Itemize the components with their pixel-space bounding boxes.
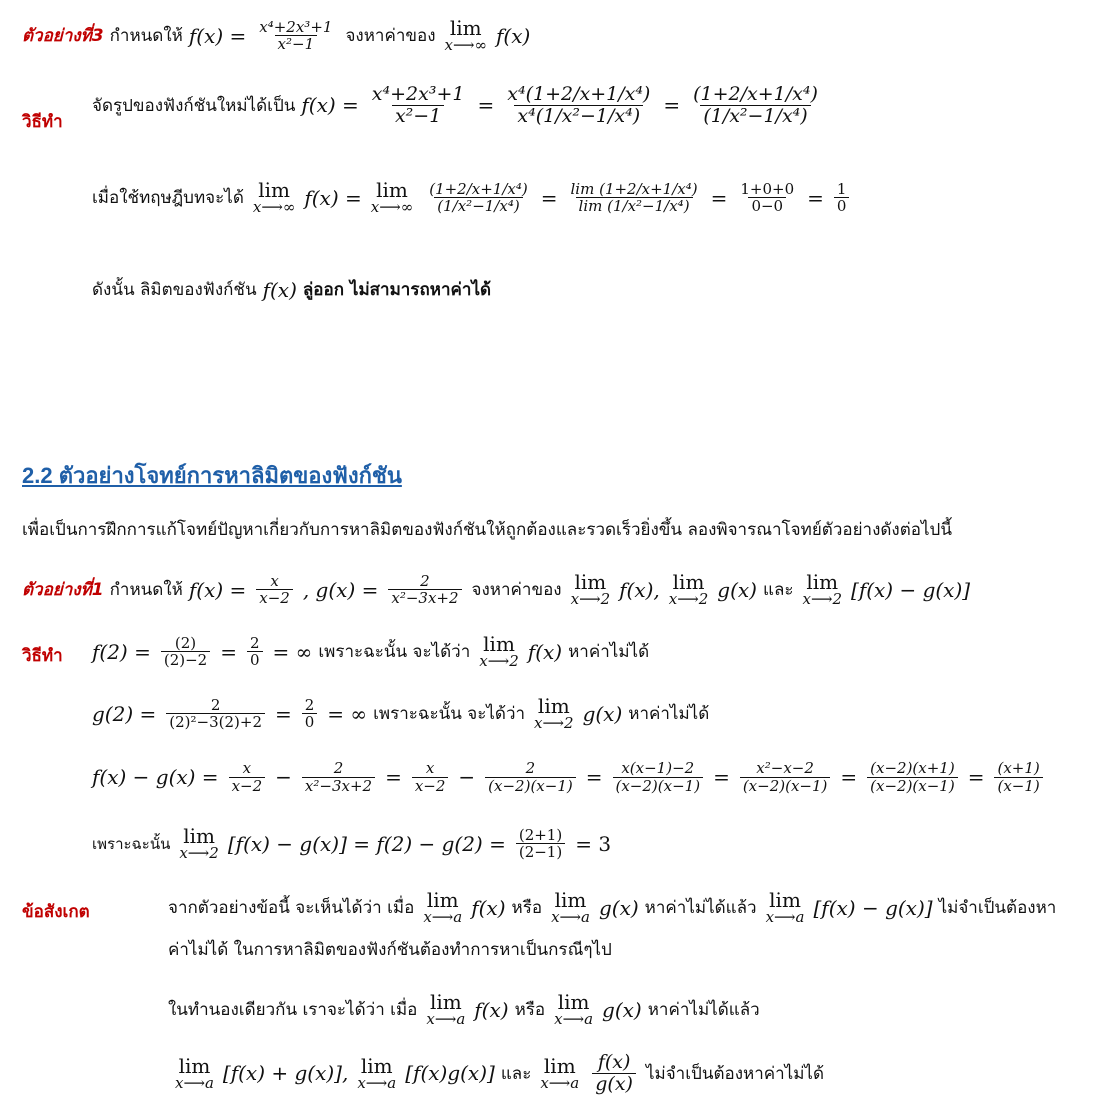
fraction-denominator: g(x) — [592, 1073, 636, 1095]
conjunction-text: และ — [500, 1063, 532, 1084]
equation-lhs: f(x) − g(x) = — [92, 765, 219, 789]
fraction-denominator: x−2 — [229, 777, 266, 795]
solution1-line1: f(2) = $\frac{(2)}{(2)-2}$ = $\frac{2}{0}$ = ∞ เพราะฉะนั้น จะได้ว่า lim x⟶2 f(x) หาค่าไม่ได้ — [92, 632, 650, 670]
fraction-numerator: x⁴+2x³+1 — [371, 83, 465, 105]
limit-operator — [571, 572, 611, 607]
limit-function: f(x) — [471, 895, 506, 920]
fraction-denominator: (x−1) — [994, 777, 1042, 795]
fraction-numerator: 2 — [210, 695, 221, 714]
limit-subscript: x⟶a — [175, 1073, 214, 1092]
fraction-denominator: x−2 — [412, 777, 449, 795]
limit-function: g(x) — [582, 701, 623, 726]
fraction-numerator: (2+1) — [518, 825, 563, 844]
explanation-text: เพราะฉะนั้น — [92, 834, 171, 853]
fraction-numerator: 2 — [304, 695, 315, 714]
fraction — [516, 827, 565, 861]
limit-text: lim — [806, 570, 839, 594]
solution1-label: วิธีทำ — [22, 646, 63, 666]
limit-operator — [179, 826, 219, 861]
fraction-numerator: lim (1+2/x+1/x⁴) — [570, 179, 698, 198]
solution1-line4 — [92, 826, 611, 861]
limit-operator — [371, 180, 413, 215]
limit-subscript: x⟶2 — [179, 844, 219, 862]
note-paragraph2 — [168, 992, 760, 1027]
limit-operator — [803, 572, 843, 607]
solution3-fn: f(x) — [262, 277, 297, 302]
limit-operator — [423, 890, 462, 925]
limit-subscript: x⟶a — [765, 908, 805, 926]
fraction-denominator: (2)−2 — [161, 651, 210, 669]
limit-operator — [766, 890, 805, 925]
solution3-text1: จัดรูปของฟังก์ชันใหม่ได้เป็น — [92, 95, 296, 116]
limit-operator — [253, 180, 295, 215]
fraction — [613, 760, 704, 794]
limit-subscript: x⟶a — [554, 1010, 594, 1028]
fraction-denominator: (x−2)(x−1) — [867, 777, 958, 795]
example1-gx: , g(x) = — [302, 577, 379, 602]
limit-text: lim — [483, 632, 515, 656]
solution1-line3: f(x) − g(x) = $\frac{x}{x-2}$ − $\frac{2}{\text{x²−3x+2}}$ = $\frac{x}{x-2}$ − $\frac{2}{(x-2)(x-1)}$ = $\frac{x(x-1)-2}{(x-2)(x-1)}$ = $\frac{\text{x²−x−2}}{(x-2)(x-1)}$ = $\frac{(x-2)(x+1)}{(x-2)(x-1)}$ = $\frac{(x+1)}{(x-1)}$ — [92, 760, 1047, 794]
fraction-denominator: (x−2)(x−1) — [740, 777, 831, 795]
note-text: หาค่าไม่ได้แล้ว — [644, 898, 757, 918]
limit-text: lim — [360, 1053, 393, 1078]
limit-subscript: x⟶a — [426, 1010, 466, 1028]
limit-function: [f(x) − g(x)] — [813, 895, 933, 920]
fraction-denominator: x²−1 — [275, 35, 318, 53]
limit-operator — [426, 992, 465, 1027]
note-paragraph1-cont: ค่าไม่ได้ ในการหาลิมิตของฟังก์ชันต้องทำการหาเป็นกรณีๆไป — [168, 940, 612, 960]
fraction-numerator: x⁴(1+2/x+1/x⁴) — [507, 83, 651, 105]
limit-function: g(x) — [602, 997, 642, 1022]
limit-operator — [540, 1053, 580, 1092]
limit-text: lim — [554, 888, 587, 912]
fraction-numerator: x — [425, 759, 435, 777]
limit-function: g(x) — [717, 577, 757, 602]
fraction — [485, 760, 576, 794]
fraction-denominator: x²−1 — [392, 105, 444, 127]
fraction-numerator: 1+0+0 — [740, 179, 795, 198]
fraction-denominator: x⁴(1/x²−1/x⁴) — [514, 105, 643, 127]
limit-text: lim — [178, 1053, 211, 1078]
limit-text: lim — [543, 1053, 576, 1078]
limit-text: lim — [376, 178, 408, 202]
limit-subscript: x⟶a — [551, 908, 590, 926]
fraction-denominator: 0−0 — [748, 197, 786, 215]
solution3-line3 — [92, 276, 491, 303]
section-intro: เพื่อเป็นการฝึกการแก้โจทย์ปัญหาเกี่ยวกับการหาลิมิตของฟังก์ชันให้ถูกต้องและรวดเร็วยิ่งขึ้น ลองพิจารณาโจทย์ตัวอย่างดังต่อไปนี้ — [22, 520, 952, 540]
example3-label: ตัวอย่างที่3 — [22, 26, 104, 46]
limit-operator — [554, 992, 593, 1027]
solution3-fraction3 — [690, 84, 821, 127]
solution3-text2: เมื่อใช้ทฤษฎีบทจะได้ — [92, 188, 244, 208]
solution3-fx: f(x) = — [301, 93, 359, 118]
fraction — [161, 635, 210, 669]
limit-text: lim — [557, 990, 590, 1014]
equation-lhs: f(2) = — [92, 639, 151, 664]
solution3-l2-fraction1 — [426, 181, 531, 215]
fraction — [412, 760, 449, 794]
example1-f-fraction — [256, 573, 293, 607]
limit-text: lim — [183, 824, 215, 848]
limit-function: f(x) — [527, 639, 563, 664]
example1-intro: กำหนดให้ — [109, 580, 183, 600]
limit-subscript: x⟶a — [423, 908, 463, 926]
limit-subscript: x⟶2 — [802, 590, 843, 608]
explanation-end: หาค่าไม่ได้ — [628, 704, 710, 724]
fraction — [592, 1052, 636, 1095]
solution3-line1: จัดรูปของฟังก์ชันใหม่ได้เป็น f(x) = $\frac{\text{x⁴+2x³+1}}{\text{x²−1}}$ = $\frac{\text{x⁴(1+2/x+1/x⁴)}}{\text{x⁴(1/x²−1/x⁴)}}$ = $\frac{\text{(1+2/x+1/x⁴)}}{\text{(1/x²−1/x⁴)}}$ — [92, 84, 825, 127]
equation-rest: = ∞ — [272, 639, 313, 664]
example3-fx: f(x) = — [188, 23, 247, 48]
limit-subscript: x⟶2 — [479, 652, 519, 670]
limit-operator — [551, 890, 590, 925]
limit-operator — [669, 572, 709, 607]
fraction — [302, 697, 318, 731]
fraction-denominator: (x−2)(x−1) — [485, 777, 576, 795]
example1-fx: f(x) = — [188, 577, 247, 602]
limit-function: f(x) — [474, 997, 509, 1022]
limit-subscript: x⟶∞ — [370, 198, 414, 216]
fraction-denominator: lim (1/x²−1/x⁴) — [576, 197, 693, 215]
conjunction-text: หรือ — [511, 898, 543, 918]
fraction-numerator: (x+1) — [997, 759, 1040, 777]
fraction — [740, 760, 831, 794]
limit-operator — [175, 1053, 214, 1092]
limit-text: lim — [672, 570, 705, 594]
limit-function: g(x) — [598, 895, 639, 920]
fraction-denominator: (1/x²−1/x⁴) — [434, 197, 522, 215]
limit-function: [f(x) + g(x)], — [222, 1061, 349, 1086]
limit-subscript: x⟶2 — [570, 590, 611, 608]
fraction-numerator: (x−2)(x+1) — [870, 759, 955, 777]
limit-subscript: x⟶2 — [534, 714, 574, 732]
limit-function: [f(x) − g(x)] = f(2) − g(2) = — [227, 831, 506, 856]
note-text: หาค่าไม่ได้แล้ว — [647, 1000, 760, 1020]
solution3-line2: เมื่อใช้ทฤษฎีบทจะได้ lim x⟶∞ f(x) = lim x⟶∞ $\frac{\text{(1+2/x+1/x⁴)}}{\text{(1/x²−1/x⁴)}}$ = $\frac{\text{lim (1+2/x+1/x⁴)}}{\text{lim (1/x²−1/x⁴)}}$ = $\frac{1+0+0}{0-0}$ = $\frac{1}{0}$ — [92, 180, 853, 215]
fraction-numerator: 2 — [420, 571, 430, 590]
fraction-denominator: (1/x²−1/x⁴) — [700, 105, 810, 127]
fraction-numerator: (2) — [174, 633, 197, 652]
fraction-numerator: x²−x−2 — [756, 759, 814, 777]
fraction-denominator: 0 — [247, 651, 263, 669]
limit-subscript: x⟶∞ — [252, 198, 296, 216]
solution3-label: วิธีทำ — [22, 112, 63, 132]
solution3-fraction1 — [369, 84, 468, 127]
fraction-denominator: x−2 — [256, 589, 293, 607]
limit-operator — [534, 696, 574, 731]
note-text: จากตัวอย่างข้อนี้ จะเห็นได้ว่า เมื่อ — [168, 898, 415, 918]
conjunction-text: และ — [762, 580, 794, 600]
fraction-denominator: (2)²−3(2)+2 — [166, 713, 265, 731]
limit-text: lim — [537, 694, 570, 718]
equation-lhs: g(2) = — [92, 701, 157, 726]
example1-ask: จงหาค่าของ — [471, 580, 562, 600]
fraction — [302, 760, 375, 794]
fraction-numerator: x — [270, 571, 279, 590]
fraction-denominator: 0 — [834, 197, 850, 215]
fraction — [867, 760, 958, 794]
explanation-text: เพราะฉะนั้น จะได้ว่า — [318, 642, 471, 662]
fraction — [229, 760, 266, 794]
limit-subscript: x⟶2 — [668, 590, 709, 608]
limit-operator — [479, 634, 519, 669]
solution1-line2: g(2) = $\frac{2}{\text{(2)²−3(2)+2}}$ = $\frac{2}{0}$ = ∞ เพราะฉะนั้น จะได้ว่า lim x⟶2 g(x) หาค่าไม่ได้ — [92, 694, 710, 732]
conjunction-text: หรือ — [514, 1000, 546, 1020]
note-text: ไม่จำเป็นต้องหาค่าไม่ได้ — [645, 1063, 825, 1084]
fraction-numerator: (1+2/x+1/x⁴) — [429, 179, 528, 198]
fraction — [994, 760, 1042, 794]
fraction-numerator: x⁴+2x³+1 — [259, 17, 333, 36]
limit-function: [f(x) − g(x)] — [851, 577, 971, 602]
solution3-text3: ดังนั้น ลิมิตของฟังก์ชัน — [92, 280, 257, 300]
fraction-numerator: x(x−1)−2 — [621, 759, 695, 777]
note-text: ในทำนองเดียวกัน เราจะได้ว่า เมื่อ — [168, 1000, 418, 1020]
limit-operator — [445, 18, 487, 53]
fraction-numerator: (1+2/x+1/x⁴) — [693, 83, 818, 105]
equation-rest: = 3 — [575, 831, 612, 856]
example1-line — [22, 572, 970, 607]
solution3-l2-fraction2 — [568, 181, 701, 215]
fraction-numerator: 1 — [836, 179, 847, 198]
fraction — [247, 635, 263, 669]
explanation-end: หาค่าไม่ได้ — [568, 642, 650, 662]
fraction — [166, 697, 265, 731]
fraction-denominator: 0 — [302, 713, 318, 731]
explanation-text: เพราะฉะนั้น จะได้ว่า — [373, 704, 526, 724]
limit-subscript: x⟶a — [357, 1073, 397, 1092]
fraction-numerator: 2 — [249, 633, 260, 652]
limit-subscript: x⟶∞ — [444, 36, 487, 54]
limit-text: lim — [449, 16, 482, 40]
fraction-denominator: x²−3x+2 — [302, 777, 375, 795]
fraction-denominator: (2−1) — [516, 843, 565, 861]
example1-g-fraction — [388, 573, 461, 607]
fraction-denominator: (x−2)(x−1) — [613, 777, 704, 795]
solution3-conclusion: ลู่ออก ไม่สามารถหาค่าได้ — [302, 280, 492, 300]
note-paragraph1 — [168, 890, 1056, 925]
example1-label: ตัวอย่างที่1 — [22, 580, 104, 600]
limit-text: lim — [258, 178, 290, 202]
note-label: ข้อสังเกต — [22, 902, 90, 922]
note-text: ไม่จำเป็นต้องหา — [938, 898, 1057, 918]
limit-text: lim — [574, 570, 607, 594]
limit-function: f(x) — [495, 23, 531, 48]
fraction-numerator: 2 — [333, 759, 344, 777]
limit-function: [f(x)g(x)] — [405, 1061, 495, 1086]
limit-text: lim — [769, 888, 801, 912]
limit-text: lim — [426, 888, 459, 912]
limit-text: lim — [429, 990, 462, 1014]
equation-rest: = ∞ — [327, 701, 368, 726]
section-heading: 2.2 ตัวอย่างโจทย์การหาลิมิตของฟังก์ชัน — [22, 463, 402, 488]
solution3-l2-fraction3 — [737, 181, 797, 215]
fraction-denominator: x²−3x+2 — [388, 589, 461, 607]
limit-function: f(x), — [619, 577, 660, 602]
note-paragraph3 — [172, 1052, 824, 1095]
solution3-limfn: f(x) = — [304, 185, 362, 210]
example3-fraction — [256, 19, 335, 53]
solution3-fraction2 — [504, 84, 653, 127]
example3-ask: จงหาค่าของ — [345, 26, 436, 46]
fraction-numerator: 2 — [525, 759, 536, 777]
limit-subscript: x⟶a — [540, 1073, 580, 1092]
fraction-numerator: f(x) — [597, 1051, 631, 1073]
limit-operator — [357, 1053, 397, 1092]
example3-intro: กำหนดให้ — [109, 26, 183, 46]
solution3-l2-fraction4 — [834, 181, 850, 215]
fraction-numerator: x — [242, 759, 252, 777]
example3-line — [22, 18, 530, 53]
